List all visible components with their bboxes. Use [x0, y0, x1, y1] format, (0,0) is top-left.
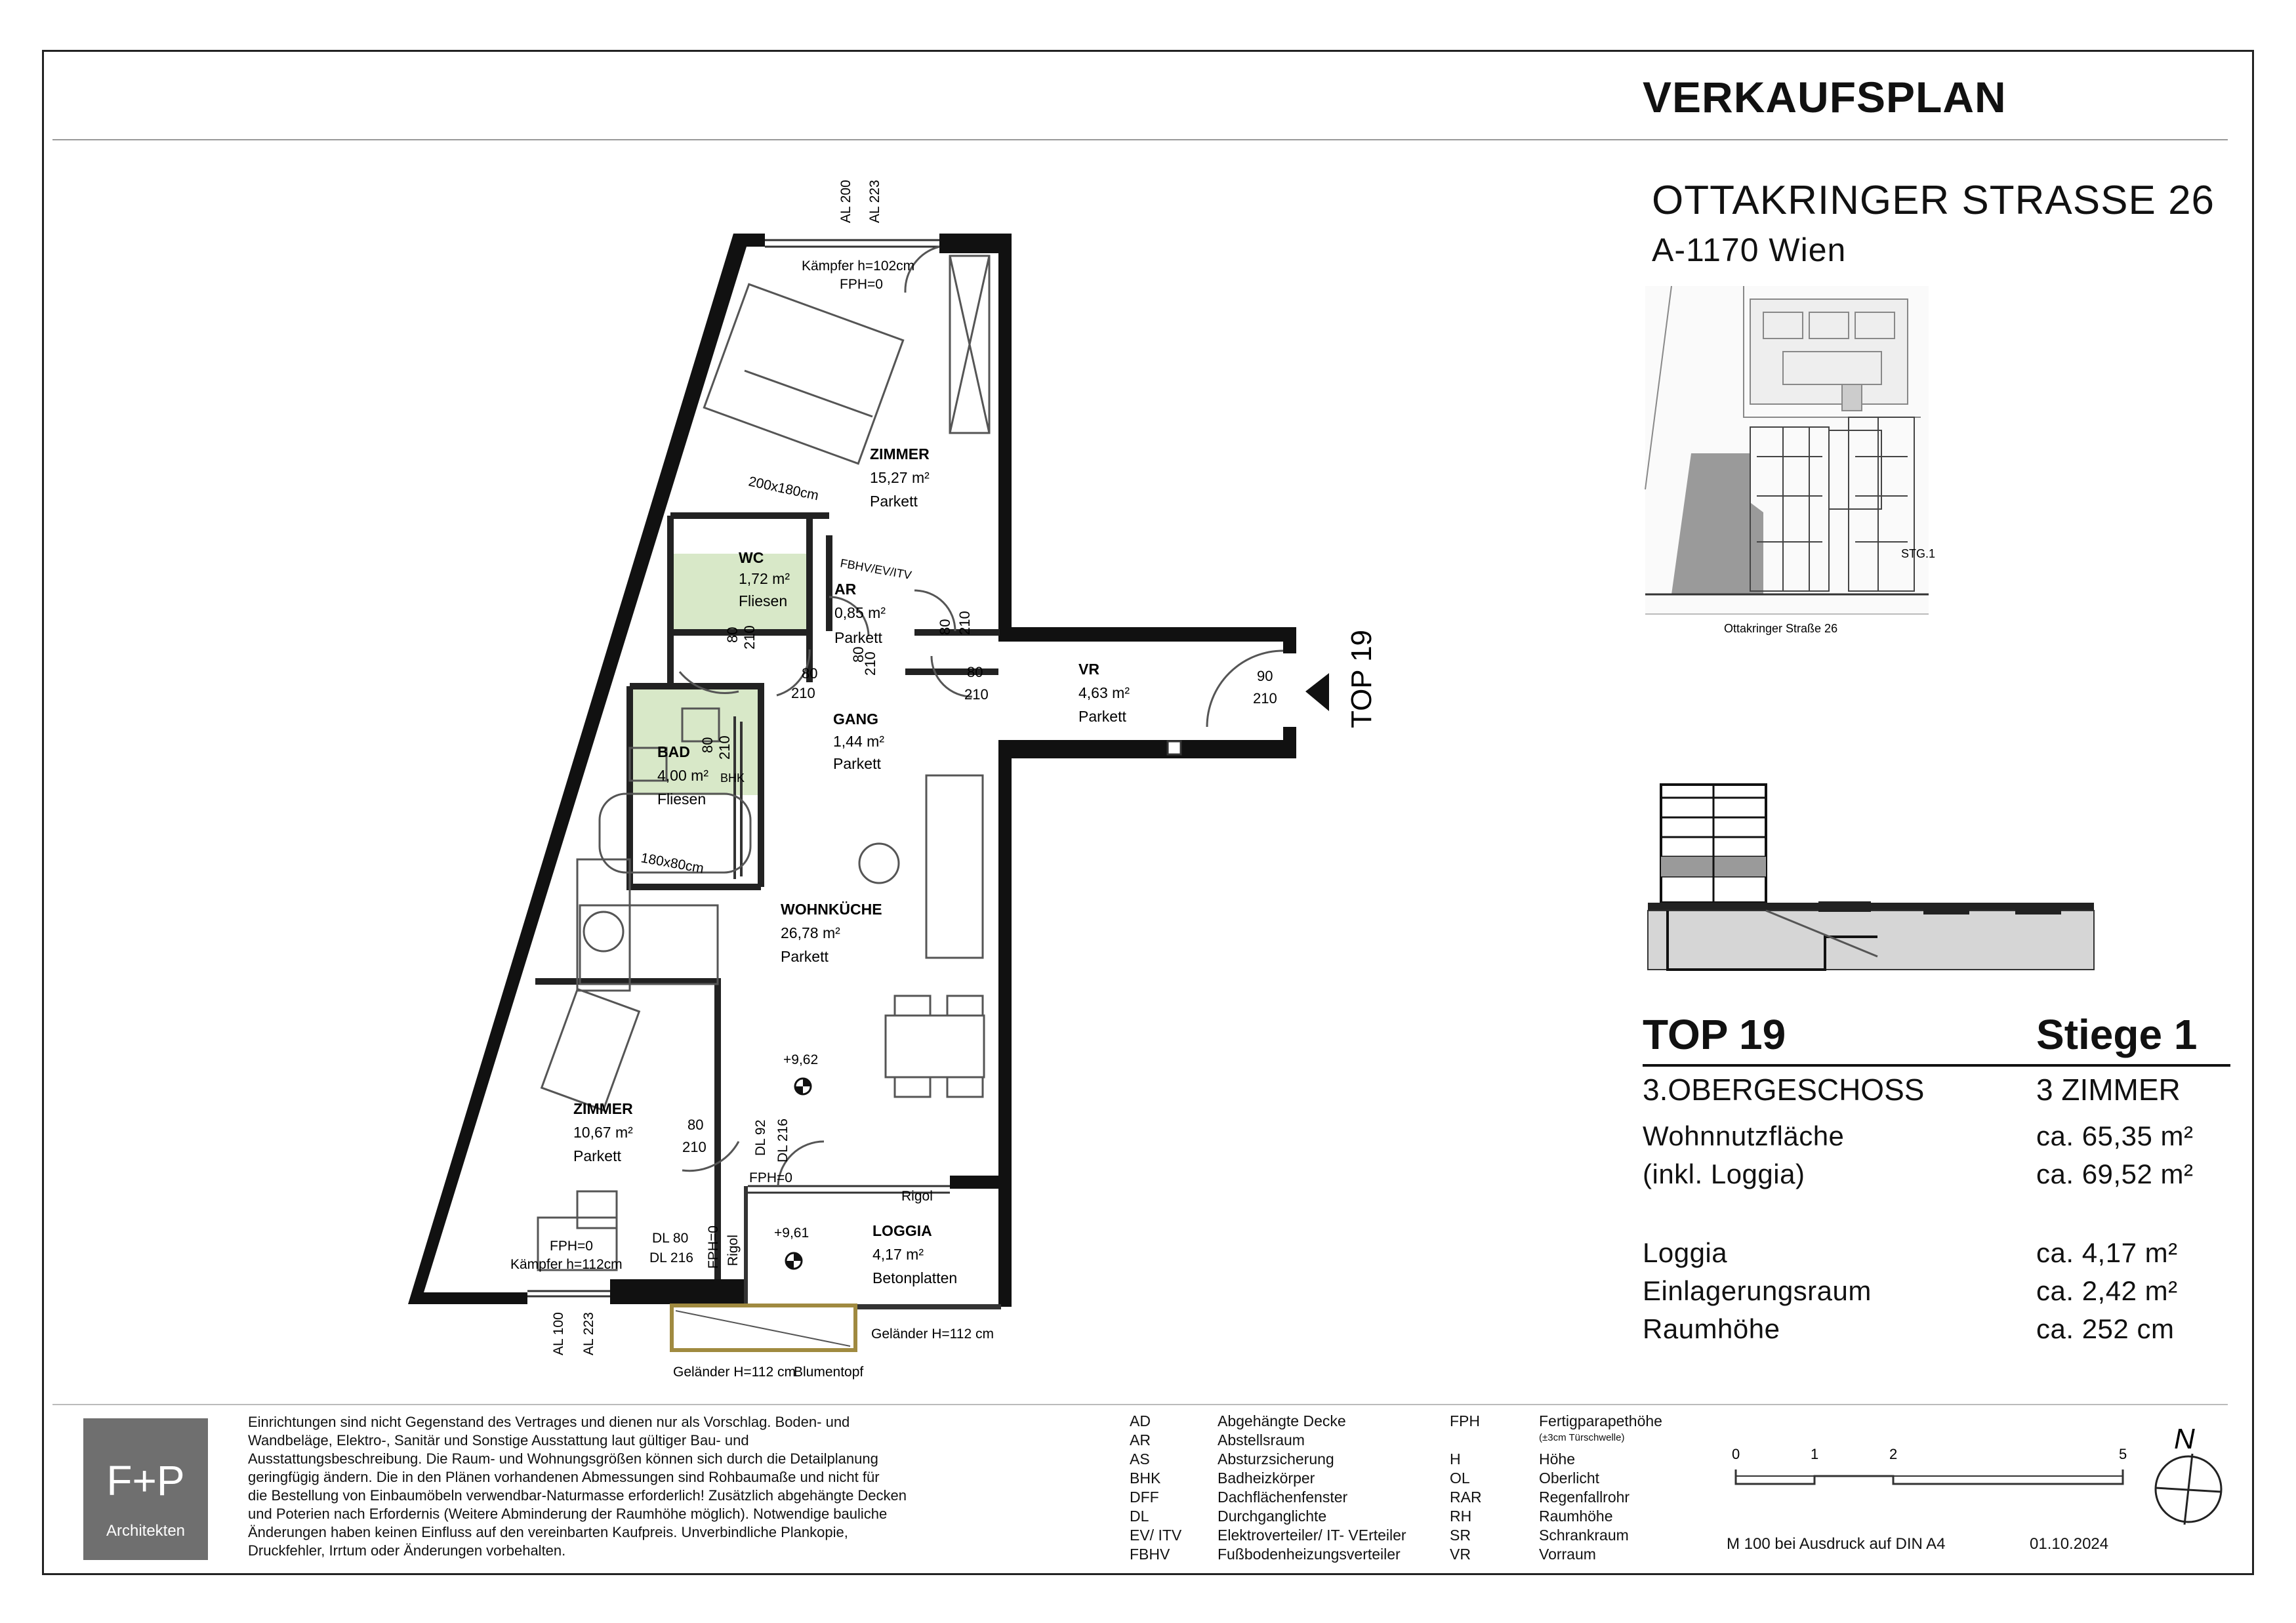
legend-text: Abgehängte Decke	[1218, 1412, 1346, 1429]
note-fph-top: FPH=0	[840, 277, 883, 292]
room-ar-floor: Parkett	[834, 629, 882, 646]
legend-text: Fertigparapethöhe	[1539, 1412, 1662, 1429]
city-address: A-1170 Wien	[1652, 232, 1847, 268]
room-wohnkueche-name: WOHNKÜCHE	[781, 901, 882, 918]
note-al-top-2: AL 223	[867, 180, 882, 223]
room-bad-floor: Fliesen	[657, 791, 707, 808]
legend-abbr: FPH	[1450, 1412, 1480, 1429]
disclaimer-line: Einrichtungen sind nicht Gegenstand des Vertrages und dienen nur als Vorschlag. Boden- und	[248, 1414, 850, 1430]
note-dl-d: DL 216	[649, 1250, 693, 1265]
top-number: TOP 19	[1643, 1011, 1786, 1058]
door-bad-w: 80	[699, 737, 716, 753]
door-vr-w: 80	[967, 664, 983, 680]
legend-abbr: H	[1450, 1450, 1461, 1468]
scale-tick-5: 5	[2119, 1446, 2127, 1462]
abbreviation-legend	[1130, 1412, 1786, 1564]
scale-bar	[1725, 1441, 2145, 1539]
legend-abbr: AR	[1130, 1431, 1151, 1448]
scale-note-text: M 100 bei Ausdruck auf DIN A4	[1727, 1535, 1946, 1553]
legend-text: Schrankraum	[1539, 1527, 1629, 1544]
door-bad-h: 210	[716, 735, 733, 760]
room-vr-area: 4,63 m²	[1078, 684, 1130, 701]
floor-label: 3.OBERGESCHOSS	[1643, 1073, 1925, 1107]
room-gang-name: GANG	[833, 710, 878, 728]
note-fbhv: FBHV/EV/ITV	[839, 556, 913, 583]
room-loggia-floor: Betonplatten	[872, 1269, 958, 1286]
room-zimmer2-floor: Parkett	[573, 1147, 621, 1164]
legend-abbr: AD	[1130, 1412, 1151, 1429]
room-wohnkueche-area: 26,78 m²	[781, 924, 840, 941]
east-wall-lower	[998, 740, 1012, 1186]
room-count: 3 ZIMMER	[2036, 1073, 2181, 1107]
legend-abbr: DL	[1130, 1508, 1149, 1525]
disclaimer-line: Wandbeläge, Elektro-, Sanitär und Sonstige Ausstattung laut gültiger Bau- und	[248, 1432, 749, 1448]
legend-text: Höhe	[1539, 1450, 1575, 1468]
note-rigol-1: Rigol	[901, 1189, 933, 1204]
note-railing-1: Geländer H=112 cm	[871, 1326, 994, 1342]
note-al-bottom-1: AL 100	[551, 1312, 566, 1355]
stair-number: Stiege 1	[2036, 1011, 2198, 1058]
room-gang-floor: Parkett	[833, 755, 881, 772]
room-bad-name: BAD	[657, 743, 690, 760]
legend-text: Dachflächenfenster	[1218, 1489, 1348, 1506]
legend-abbr: DFF	[1130, 1489, 1159, 1506]
room-wohnkueche-floor: Parkett	[781, 948, 829, 965]
disclaimer-line: Ausstattungsbeschreibung. Die Raum- und Wohnungsgrößen können sich durch die Detailplanung	[248, 1450, 878, 1467]
legend-text: Regenfallrohr	[1539, 1489, 1630, 1506]
legend-abbr: RH	[1450, 1508, 1472, 1525]
scale-tick-2: 2	[1889, 1446, 1898, 1462]
note-railing-2: Geländer H=112 cm	[673, 1365, 796, 1380]
room-gang-area: 1,44 m²	[833, 733, 884, 750]
legend-text: Raumhöhe	[1539, 1508, 1613, 1525]
door-ar-h: 210	[956, 611, 973, 635]
note-al-bottom-2: AL 223	[581, 1312, 596, 1355]
info-value-wnf: ca. 65,35 m²	[2036, 1120, 2194, 1151]
legend-abbr: BHK	[1130, 1469, 1161, 1487]
door-zimmer2-w: 80	[687, 1117, 704, 1133]
vr-south-wall	[998, 740, 1296, 758]
note-dl-c: DL 80	[652, 1231, 689, 1246]
note-rigol-2: Rigol	[726, 1235, 741, 1266]
door-gang-w: 80	[802, 665, 818, 682]
disclaimer-line: Druckfehler, Irrtum oder Änderungen vorbehalten.	[248, 1542, 566, 1559]
scale-tick-0: 0	[1732, 1446, 1740, 1462]
legend-text: Durchganglichte	[1218, 1508, 1327, 1525]
east-wall-upper	[998, 234, 1012, 640]
legend-abbr: SR	[1450, 1527, 1471, 1544]
footer-divider	[52, 1404, 2228, 1405]
door-wc-h: 210	[741, 625, 758, 649]
note-bed-size: 200x180cm	[747, 474, 820, 504]
disclaimer	[248, 1413, 1002, 1560]
room-ar-name: AR	[834, 581, 857, 598]
plan-top-tag: TOP 19	[1345, 629, 1378, 728]
south-wall	[610, 1279, 748, 1304]
note-level-1: +9,62	[783, 1052, 819, 1067]
room-zimmer2-name: ZIMMER	[573, 1100, 633, 1117]
room-ar-area: 0,85 m²	[834, 604, 886, 621]
note-kaempfer-bottom: Kämpfer h=112cm	[510, 1257, 623, 1272]
door-gang-h: 210	[791, 685, 815, 701]
entrance-arrow	[1305, 673, 1329, 711]
door-vr-h: 210	[964, 686, 989, 703]
legend-abbr: RAR	[1450, 1489, 1482, 1506]
legend-abbr: AS	[1130, 1450, 1150, 1468]
info-divider	[1643, 1064, 2230, 1067]
scale-tick-1: 1	[1811, 1446, 1819, 1462]
disclaimer-line: und Poterien nach Erfordernis (Weitere Abminderung der Raumhöhe möglich). Notwendige bauliche	[248, 1506, 888, 1522]
logo-sub-text: Architekten	[106, 1522, 186, 1540]
note-dl-a: DL 92	[753, 1119, 768, 1156]
door-wc-w: 80	[724, 627, 741, 643]
info-value-loggia: ca. 4,17 m²	[2036, 1237, 2178, 1268]
legend-text: Absturzsicherung	[1218, 1450, 1334, 1468]
legend-text: (±3cm Türschwelle)	[1539, 1432, 1625, 1443]
room-vr-floor: Parkett	[1078, 708, 1126, 725]
room-zimmer1-area: 15,27 m²	[870, 469, 930, 486]
site-keyplan	[1645, 286, 1936, 653]
keyplan-street-label: Ottakringer Straße 26	[1724, 622, 1838, 635]
info-label-incl-loggia: (inkl. Loggia)	[1643, 1159, 1805, 1189]
info-value-storage: ca. 2,42 m²	[2036, 1275, 2178, 1306]
north-label: N	[2174, 1423, 2195, 1455]
vr-north-wall	[998, 627, 1296, 642]
disclaimer-line: geringfügig ändern. Die in den Plänen vorhandenen Abmessungen sind Rohbaumaße und nicht für	[248, 1469, 880, 1485]
disclaimer-line: die Bestellung von Einbaumöbeln verwendbar-Naturmasse erforderlich! Zusätzlich abgehängte Decken	[248, 1487, 907, 1504]
note-bathtub: 180x80cm	[640, 850, 705, 876]
street-address: OTTAKRINGER STRASSE 26	[1652, 178, 2215, 223]
legend-text: Vorraum	[1539, 1546, 1596, 1563]
room-wc-name: WC	[739, 549, 764, 566]
note-dl-b: DL 216	[775, 1119, 790, 1162]
legend-abbr: EV/ ITV	[1130, 1527, 1182, 1544]
room-loggia-area: 4,17 m²	[872, 1246, 924, 1263]
legend-text: Oberlicht	[1539, 1469, 1600, 1487]
legend-text: Fußbodenheizungsverteiler	[1218, 1546, 1401, 1563]
sheet-title: VERKAUFSPLAN	[1643, 73, 2007, 121]
room-vr-name: VR	[1078, 661, 1099, 678]
plan-date: 01.10.2024	[2030, 1535, 2109, 1553]
note-planter: Blumentopf	[794, 1365, 864, 1380]
logo-main-text: F+P	[106, 1457, 185, 1504]
legend-text: Badheizkörper	[1218, 1469, 1315, 1487]
room-loggia-name: LOGGIA	[872, 1222, 932, 1239]
note-level-2: +9,61	[774, 1225, 810, 1241]
building-section	[1641, 773, 2101, 983]
architect-logo	[83, 1418, 208, 1560]
room-bad-area: 4,00 m²	[657, 767, 708, 784]
note-bhk: BHK	[720, 771, 745, 785]
vr-door-jamb-top	[1283, 627, 1296, 653]
legend-abbr: OL	[1450, 1469, 1470, 1487]
legend-text: Abstellsraum	[1218, 1431, 1305, 1448]
note-kaempfer-top: Kämpfer h=102cm	[802, 258, 915, 274]
door-ar-w: 80	[937, 619, 953, 635]
info-label-height: Raumhöhe	[1643, 1313, 1780, 1344]
room-wc-floor: Fliesen	[739, 592, 788, 609]
door-ar2-w: 80	[850, 646, 867, 663]
door-entrance-w: 90	[1257, 668, 1273, 684]
keyplan-stair-label: STG.1	[1901, 547, 1936, 560]
door-zimmer2-h: 210	[682, 1139, 707, 1155]
disclaimer-line: Änderungen haben keinen Einfluss auf den vereinbarten Kaufpreis. Unverbindliche Plankopie,	[248, 1524, 848, 1540]
room-zimmer1-name: ZIMMER	[870, 445, 930, 462]
legend-abbr: FBHV	[1130, 1546, 1170, 1563]
note-fph-dl: FPH=0	[749, 1170, 792, 1185]
room-zimmer1-floor: Parkett	[870, 493, 918, 510]
room-zimmer2-area: 10,67 m²	[573, 1124, 633, 1141]
info-label-loggia: Loggia	[1643, 1237, 1728, 1268]
note-fph-bottom: FPH=0	[550, 1239, 593, 1254]
door-ar2-h: 210	[862, 651, 878, 676]
loggia-wall-east	[998, 1176, 1012, 1307]
note-al-top-1: AL 200	[838, 180, 853, 223]
info-label-wnf: Wohnnutzfläche	[1643, 1120, 1845, 1151]
room-wc-area: 1,72 m²	[739, 570, 790, 587]
legend-text: Elektroverteiler/ IT- VErteiler	[1218, 1527, 1406, 1544]
info-value-incl-loggia: ca. 69,52 m²	[2036, 1159, 2194, 1189]
info-label-storage: Einlagerungsraum	[1643, 1275, 1872, 1306]
note-fph-vertical: FPH=0	[706, 1225, 721, 1269]
planter	[672, 1305, 855, 1350]
info-value-height: ca. 252 cm	[2036, 1313, 2175, 1344]
legend-abbr: VR	[1450, 1546, 1471, 1563]
north-arrow-icon	[2153, 1420, 2225, 1531]
door-entrance-h: 210	[1253, 690, 1277, 707]
